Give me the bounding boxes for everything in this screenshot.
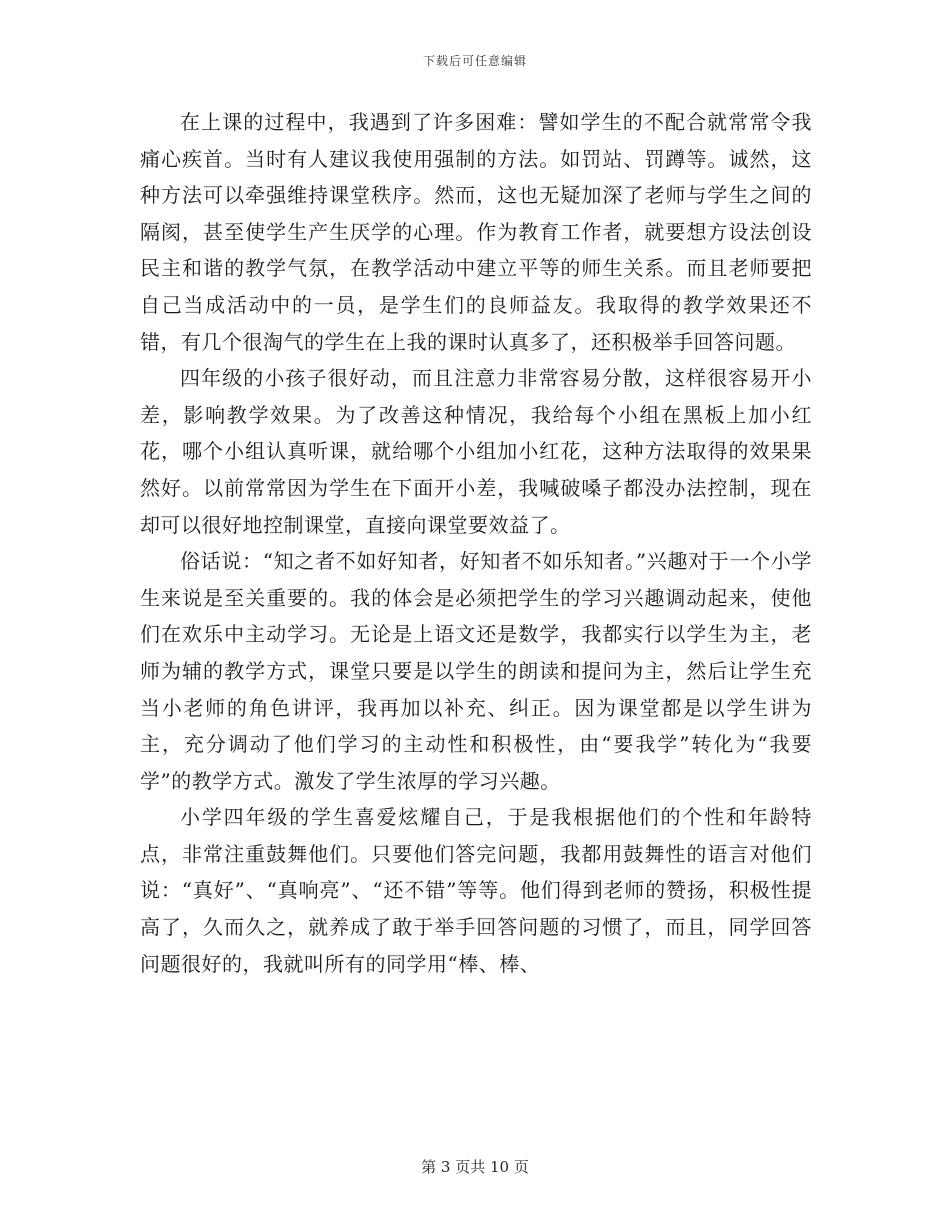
paragraph-3: 俗话说：“知之者不如好知者，好知者不如乐知者。”兴趣对于一个小学生来说是至关重要的。我的体会是必须把学生的学习兴趣调动起来，使他们在欢乐中主动学习。无论是上语文还是数学，我都实行以学生为主，老师为辅的教学方式，课堂只要是以学生的朗读和提问为主，然后让学生充当小老师的角色讲评，我再加以补充、纠正。因为课堂都是以学生讲为主，充分调动了他们学习的主动性和积极性，由“要我学”转化为“我要学”的教学方式。激发了学生浓厚的学习兴趣。: [140, 549, 812, 793]
paragraph-1: 在上课的过程中，我遇到了许多困难：譬如学生的不配合就常常令我痛心疾首。当时有人建议我使用强制的方法。如罚站、罚蹲等。诚然，这种方法可以牵强维持课堂秩序。然而，这也无疑加深了老师与学生之间的隔阂，甚至使学生产生厌学的心理。作为教育工作者，就要想方设法创设民主和谐的教学气氛，在教学活动中建立平等的师生关系。而且老师要把自己当成活动中的一员，是学生们的良师益友。我取得的教学效果还不错，有几个很淘气的学生在上我的课时认真多了，还积极举手回答问题。: [140, 110, 812, 354]
paragraph-2: 四年级的小孩子很好动，而且注意力非常容易分散，这样很容易开小差，影响教学效果。为了改善这种情况，我给每个小组在黑板上加小红花，哪个小组认真听课，就给哪个小组加小红花，这种方法取得的效果果然好。以前常常因为学生在下面开小差，我喊破嗓子都没办法控制，现在却可以很好地控制课堂，直接向课堂要效益了。: [140, 366, 812, 537]
page-header: 下载后可任意编辑: [422, 54, 527, 68]
page-footer: 第 3 页共 10 页: [421, 1158, 529, 1176]
paragraph-4: 小学四年级的学生喜爱炫耀自己，于是我根据他们的个性和年龄特点，非常注重鼓舞他们。只要他们答完问题，我都用鼓舞性的语言对他们说：“真好”、“真响亮”、“还不错”等等。他们得到老师的赞扬，积极性提高了，久而久之，就养成了敢于举手回答问题的习惯了，而且，同学回答问题很好的，我就叫所有的同学用“棒、棒、: [140, 805, 812, 976]
document-body: [140, 104, 812, 982]
